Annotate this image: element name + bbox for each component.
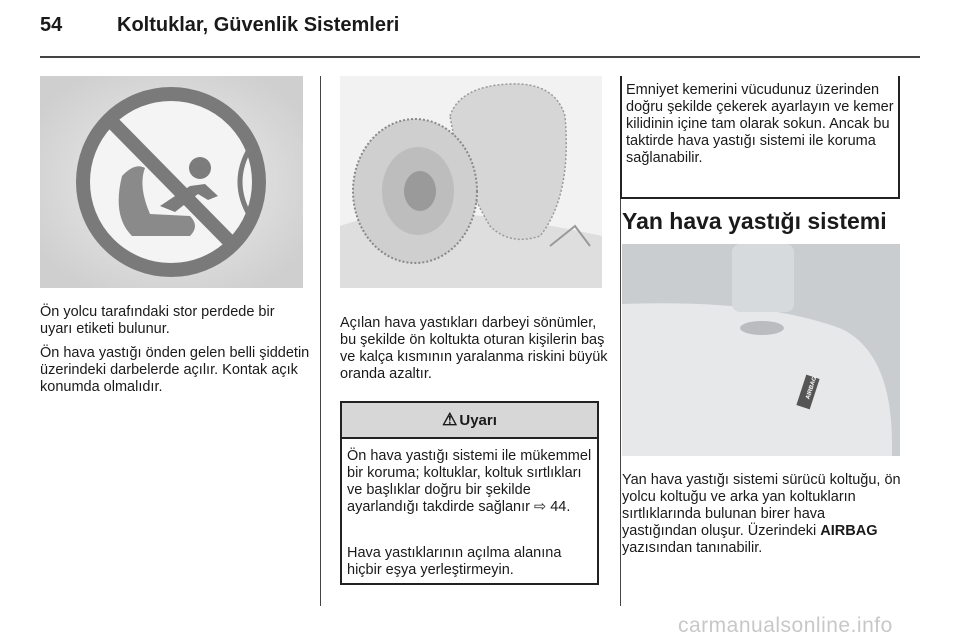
header-divider: [40, 56, 920, 58]
warning-title: Uyarı: [459, 411, 497, 429]
left-paragraph-2: Ön hava yastığı önden gelen belli şiddetin üzerindeki darbelerde açılır. Kontak açık konumda olmalıdır.: [40, 345, 310, 395]
warning-text-2: Hava yastıklarının açılma alanına hiçbir eşya yerleştirmeyin.: [347, 545, 562, 578]
no-child-seat-airbag-warning-icon: [40, 76, 303, 288]
page-ref-arrow-icon: ⇨: [534, 499, 547, 515]
page-number: 54: [40, 14, 63, 36]
note-text: Emniyet kemerini vücudunuz üzerinden doğru şekilde çekerek ayarlayın ve kemer kilidinin içine tam olarak sokun. Ancak bu taktirde hava yastığı sistemi ile koruma sağlanabilir.: [626, 82, 894, 166]
airbag-label-text: AIRBAG: [805, 375, 819, 401]
left-paragraph-1: Ön yolcu tarafındaki stor perdede bir uyarı etiketi bulunur.: [40, 304, 275, 337]
page-title: Koltuklar, Güvenlik Sistemleri: [117, 14, 400, 36]
right-paragraph: Yan hava yastığı sistemi sürücü koltuğu, ön yolcu koltuğu ve arka yan koltukların sırtlıklarında bulunan birer hava yastığından oluşur. Üzerindeki AIRBAG yazısından tanınabilir.: [622, 472, 901, 556]
middle-paragraph: Açılan hava yastıkları darbeyi sönümler, bu şekilde ön koltukta oturan kişilerin baş ve kalça kısmının yaralanma riskini büyük oranda azaltır.: [340, 315, 608, 382]
column-divider-left: [320, 76, 321, 606]
section-heading: Yan hava yastığı sistemi: [622, 208, 887, 234]
warning-triangle-icon: ⚠: [442, 410, 458, 429]
watermark: carmanualsonline.info: [678, 614, 893, 637]
page-ref-number[interactable]: 44.: [550, 499, 571, 515]
warning-text-1: Ön hava yastığı sistemi ile mükemmel bir koruma; koltuklar, koltuk sırtlıkları ve başlıklar doğru bir şekilde ayarlandığı takdirde sağlanır ⇨ 44.: [347, 448, 592, 515]
airbag-keyword: AIRBAG: [820, 523, 878, 539]
deployed-airbags-illustration: [340, 76, 602, 288]
seat-airbag-label-photo: [622, 244, 900, 456]
